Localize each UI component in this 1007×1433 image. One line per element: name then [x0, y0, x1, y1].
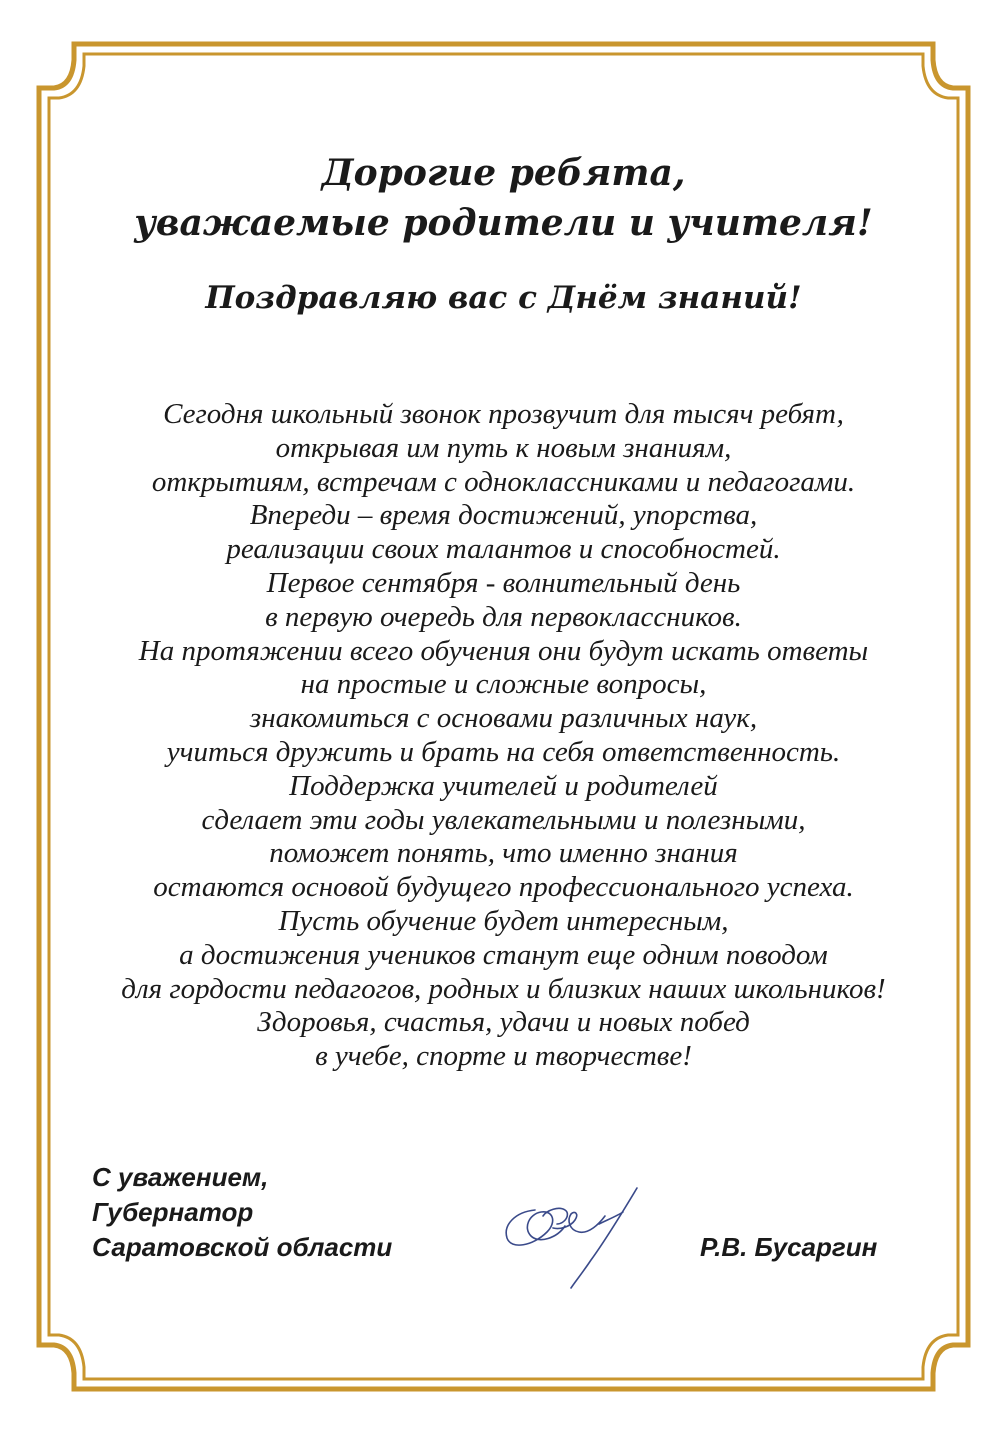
- body-line: для гордости педагогов, родных и близких наших школьников!: [121, 972, 886, 1005]
- letter-body: [60, 398, 947, 1074]
- body-line: учиться дружить и брать на себя ответственность.: [166, 735, 841, 768]
- greeting-heading-line-2: уважаемые родители и учителя!: [134, 202, 873, 244]
- body-line: Пусть обучение будет интересным,: [278, 904, 729, 937]
- body-line: а достижения учеников станут еще одним поводом: [179, 938, 828, 971]
- closing-regards: С уважением,: [92, 1162, 269, 1192]
- body-line: остаются основой будущего профессионального успеха.: [153, 871, 854, 904]
- greeting-heading: [0, 148, 1007, 248]
- body-line: Сегодня школьный звонок прозвучит для тысяч ребят,: [163, 398, 844, 430]
- body-line: в учебе, спорте и творчестве!: [315, 1040, 692, 1073]
- closing-block: [92, 1160, 392, 1265]
- body-line: На протяжении всего обучения они будут искать ответы: [138, 634, 869, 667]
- congratulation-subheading: Поздравляю вас с Днём знаний!: [205, 280, 802, 316]
- signer-name: Р.В. Бусаргин: [700, 1232, 878, 1262]
- body-line: открывая им путь к новым знаниям,: [275, 431, 732, 464]
- closing-title: Губернатор: [92, 1197, 254, 1227]
- body-line: Первое сентября - волнительный день: [266, 566, 741, 599]
- handwritten-signature: [495, 1180, 665, 1295]
- body-line: открытиям, встречам с одноклассниками и педагогами.: [151, 465, 856, 498]
- body-line: Впереди – время достижений, упорства,: [249, 499, 758, 532]
- body-line: на простые и сложные вопросы,: [300, 668, 707, 701]
- body-line: Поддержка учителей и родителей: [289, 769, 718, 802]
- body-line: в первую очередь для первоклассников.: [265, 600, 742, 633]
- body-line: сделает эти годы увлекательными и полезными,: [201, 803, 806, 836]
- body-line: реализации своих талантов и способностей.: [226, 533, 781, 566]
- closing-region: Саратовской области: [92, 1232, 393, 1262]
- body-line: знакомиться с основами различных наук,: [249, 702, 758, 735]
- body-line: Здоровья, счастья, удачи и новых побед: [257, 1006, 750, 1039]
- body-line: поможет понять, что именно знания: [269, 837, 738, 870]
- greeting-heading-line-1: Дорогие ребята,: [321, 152, 686, 194]
